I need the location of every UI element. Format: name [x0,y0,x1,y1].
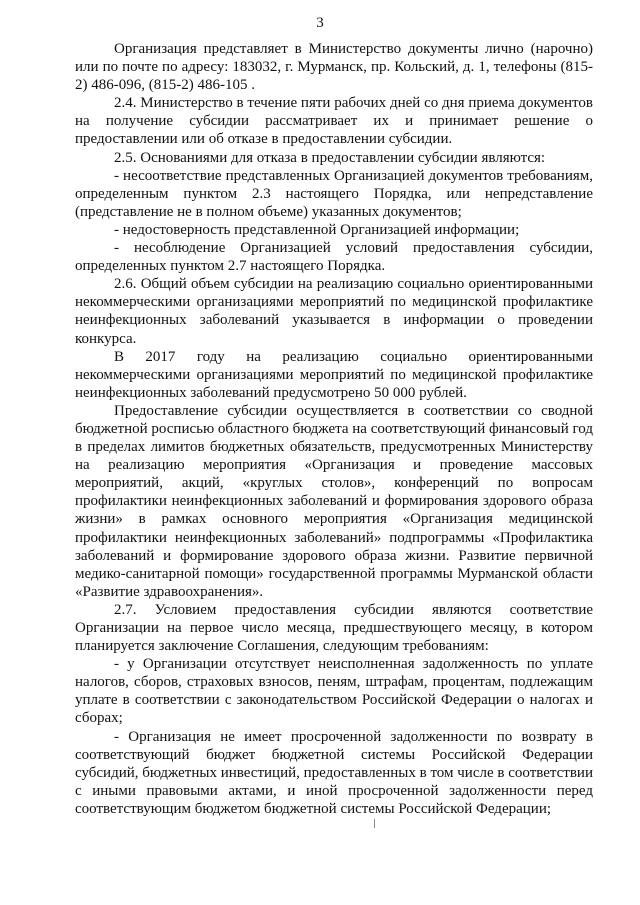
paragraph-2-7: 2.7. Условием предоставления субсидии являются соответствие Организации на первое число месяца, предшествующего месяцу, в котором планируется заключение Соглашения, следующим требованиям: [75,601,593,655]
document-body [75,40,593,818]
list-item-refusal-nonconformity: - несоответствие представленных Организацией документов требованиям, определенным пунктом 2.3 настоящего Порядка, или непредставление (представление не в полном объеме) указанных документов; [75,167,593,220]
page-number: 3 [316,15,324,31]
list-item-refusal-noncompliance: - несоблюдение Организацией условий предоставления субсидии, определенных пунктом 2.7 настоящего Порядка. [75,240,593,275]
paragraph-2-5: 2.5. Основаниями для отказа в предоставлении субсидии являются: [114,149,546,166]
scan-artifact [374,819,375,828]
paragraph-budget-basis: Предоставление субсидии осуществляется в соответствии со сводной бюджетной росписью областного бюджета на соответствующий финансовый год в пределах лимитов бюджетных обязательств, предусмотренных Министерству на реализацию мероприятия «Организация и проведение массовых мероприятий, акций, «круглых столов», конференций по вопросам профилактики неинфекционных заболеваний и формирования здорового образа жизни» в рамках основного мероприятия «Организация медицинской профилактики неинфекционных заболеваний» подпрограммы «Профилактика заболеваний и формирование здорового образа жизни. Развитие первичной медико-санитарной помощи» государственной программы Мурманской области «Развитие здравоохранения». [75,402,593,600]
list-item-no-tax-debt: - у Организации отсутствует неисполненная задолженность по уплате налогов, сборов, страховых взносов, пеням, штрафам, процентам, подлежащим уплате в соответствии с законодательством Российской Федерации о налогах и сборах; [75,656,593,727]
paragraph-2-4: 2.4. Министерство в течение пяти рабочих дней со дня приема документов на получение субсидии рассматривает их и принимает решение о предоставлении или об отказе в предоставлении субсидии. [75,95,593,148]
paragraph-submission-address: Организация представляет в Министерство документы лично (нарочно) или по почте по адресу: 183032, г. Мурманск, пр. Кольский, д. 1, телефоны (815-2) 486-096, (815-2) 486-105 . [75,41,593,94]
paragraph-2-6: 2.6. Общий объем субсидии на реализацию социально ориентированными некоммерческими организациями мероприятий по медицинской профилактике неинфекционных заболеваний указывается в информации о проведении конкурса. [75,276,593,347]
list-item-no-overdue-debt: - Организация не имеет просроченной задолженности по возврату в соответствующий бюджет бюджетной системы Российской Федерации субсидий, бюджетных инвестиций, предоставленных в том числе в соответствии с иными правовыми актами, и иной просроченной задолженности перед соответствующим бюджетом бюджетной системы Российской Федерации; [75,728,593,817]
paragraph-2017-amount: В 2017 году на реализацию социально ориентированными некоммерческими организациями мероприятий по медицинской профилактике неинфекционных заболеваний предусмотрено 50 000 рублей. [75,348,593,401]
list-item-refusal-inaccuracy: - недостоверность представленной Организацией информации; [114,221,520,238]
